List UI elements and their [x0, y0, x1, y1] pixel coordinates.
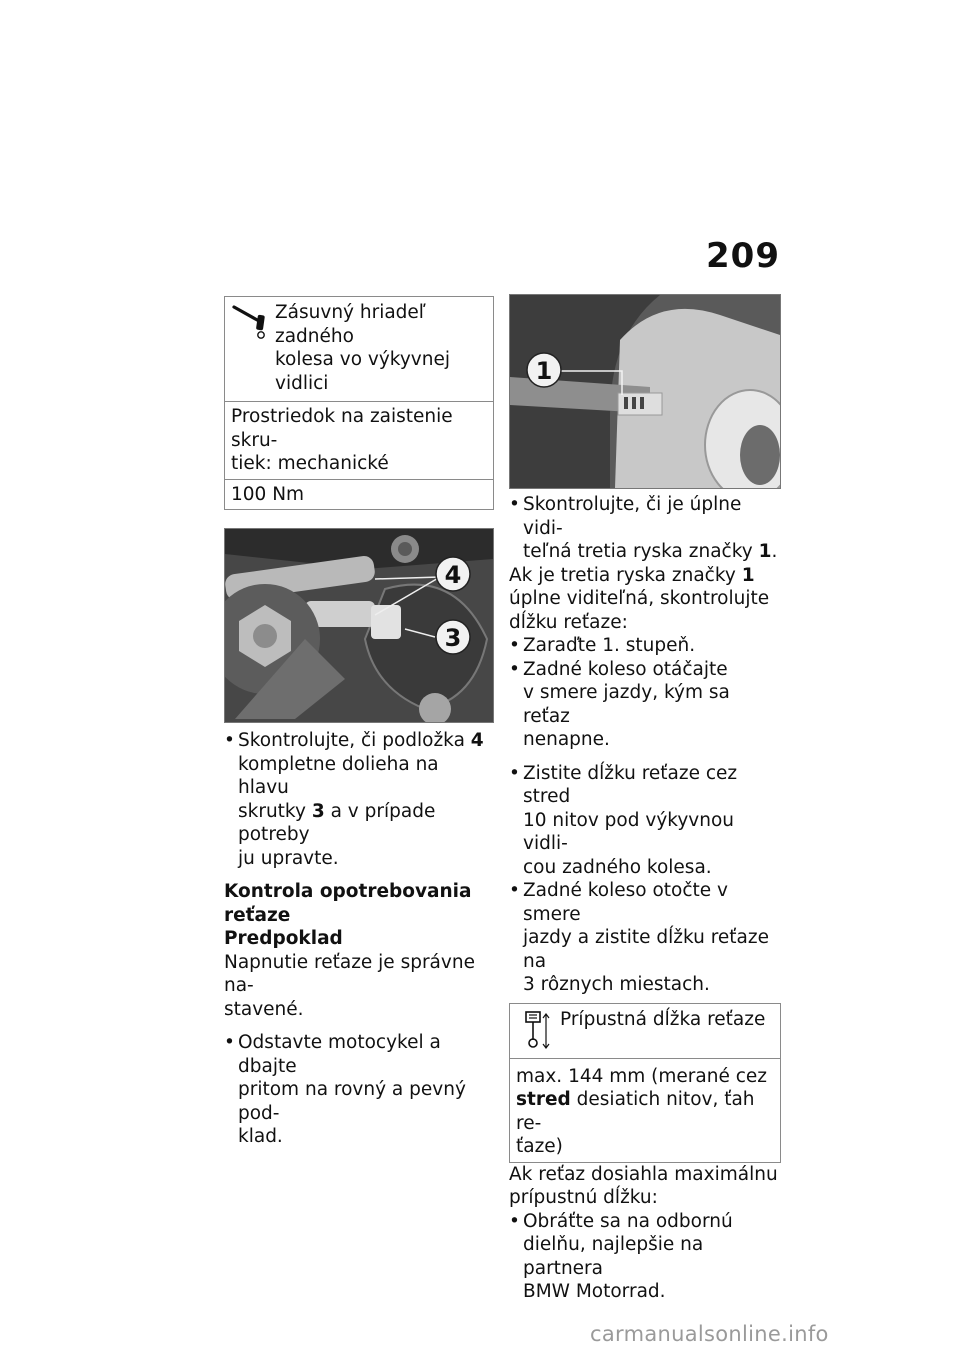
- text: dielňu, najlepšie na partnera: [523, 1234, 704, 1279]
- text: kompletne dolieha na hlavu: [238, 753, 439, 798]
- measure-item: [509, 762, 781, 880]
- heading-line: reťaze: [224, 904, 291, 926]
- left-column: [224, 296, 494, 1149]
- section-heading: [224, 880, 494, 927]
- text: jazdy a zistite dĺžku reťaze na: [523, 927, 769, 972]
- torque-title-line: Zásuvný hriadeľ zadného: [275, 302, 426, 347]
- text: • Obráťte sa na odbornú: [523, 1210, 733, 1232]
- text: Ak je tretia ryska značky: [509, 564, 742, 586]
- text: 10 nitov pod výkyvnou vidli-: [523, 809, 734, 854]
- gear-item: • Zaraďte 1. stupeň.: [509, 634, 781, 658]
- ref-mark: 1: [741, 564, 755, 586]
- ref-bolt: 3: [311, 800, 325, 822]
- text: • Zadné koleso otočte v smere: [523, 880, 728, 925]
- subheading: Predpoklad: [224, 928, 343, 949]
- heading-line: Kontrola opotrebovania: [224, 881, 472, 902]
- torque-means-line: Prostriedok na zaistenie skru-: [231, 406, 453, 451]
- text: stavené.: [224, 998, 304, 1020]
- park-item: [224, 1031, 494, 1149]
- torque-title-line: kolesa vo výkyvnej vidlici: [275, 349, 450, 394]
- photo-callout-1: 1: [535, 357, 553, 385]
- turn-wheel-item: [509, 658, 781, 752]
- ref-washer: 4: [470, 730, 484, 751]
- max-length-text: [509, 1163, 781, 1210]
- text: teľná tretia ryska značky: [523, 541, 759, 562]
- text: stred: [516, 1089, 571, 1110]
- chain-length-spec-header: [510, 1004, 780, 1059]
- text: nenapne.: [523, 729, 610, 750]
- chain-length-spec-value: [510, 1059, 780, 1162]
- torque-spec-header: [225, 297, 493, 402]
- text: ťaze): [516, 1136, 563, 1157]
- chain-length-spec-title: Prípustná dĺžka reťaze: [560, 1008, 766, 1030]
- text: klad.: [238, 1126, 283, 1147]
- text: dĺžku reťaze:: [509, 611, 628, 633]
- text: cou zadného kolesa.: [523, 856, 712, 878]
- chain-mark-photo: [509, 294, 781, 489]
- check-washer-item: [224, 729, 494, 870]
- text: 3 rôznych miestach.: [523, 974, 710, 995]
- text: prípustnú dĺžku:: [509, 1187, 658, 1208]
- precondition-text: [224, 951, 494, 1022]
- text: • Zadné koleso otáčajte: [523, 658, 728, 680]
- text: Ak reťaz dosiahla maximálnu: [509, 1163, 778, 1185]
- ref-mark: 1: [758, 541, 772, 562]
- page-number: 209: [706, 236, 780, 276]
- if-visible-text: [509, 564, 781, 635]
- text: a v prípade potreby: [238, 800, 436, 845]
- text: max. 144 mm (merané cez: [516, 1065, 767, 1087]
- text: skrutky: [238, 800, 312, 822]
- text: Napnutie reťaze je správne na-: [224, 951, 475, 996]
- chain-length-spec-box: [509, 1003, 781, 1163]
- axle-washer-photo: [224, 528, 494, 723]
- right-column: [509, 294, 781, 1304]
- torque-spec-box: [224, 296, 494, 510]
- text: úplne viditeľná, skontrolujte: [509, 588, 770, 609]
- torque-means-line: tiek: mechanické: [231, 453, 389, 474]
- text: pritom na rovný a pevný pod-: [238, 1079, 466, 1124]
- photo-callout-4: 4: [444, 561, 462, 589]
- wrench-icon: [225, 297, 275, 401]
- text: .: [771, 541, 778, 562]
- text: v smere jazdy, kým sa reťaz: [523, 682, 730, 727]
- torque-spec-means: [225, 402, 493, 480]
- text: Skontrolujte, či podložka: [238, 730, 471, 751]
- text: • Odstavte motocykel a dbajte: [238, 1032, 441, 1077]
- rotate-item: [509, 879, 781, 997]
- text: • Skontrolujte, či je úplne vidi-: [523, 494, 742, 539]
- torque-spec-title: [275, 297, 493, 401]
- text: BMW Motorrad.: [523, 1281, 666, 1302]
- check-mark-item: [509, 493, 781, 564]
- torque-spec-value: 100 Nm: [231, 483, 305, 505]
- watermark: carmanualsonline.info: [590, 1322, 829, 1346]
- text: desiatich nitov, ťah re-: [516, 1089, 755, 1134]
- caliper-icon: [510, 1004, 560, 1058]
- text: ju upravte.: [238, 847, 339, 869]
- workshop-item: [509, 1210, 781, 1304]
- photo-callout-3: 3: [444, 624, 462, 652]
- text: • Zistite dĺžku reťaze cez stred: [523, 762, 738, 807]
